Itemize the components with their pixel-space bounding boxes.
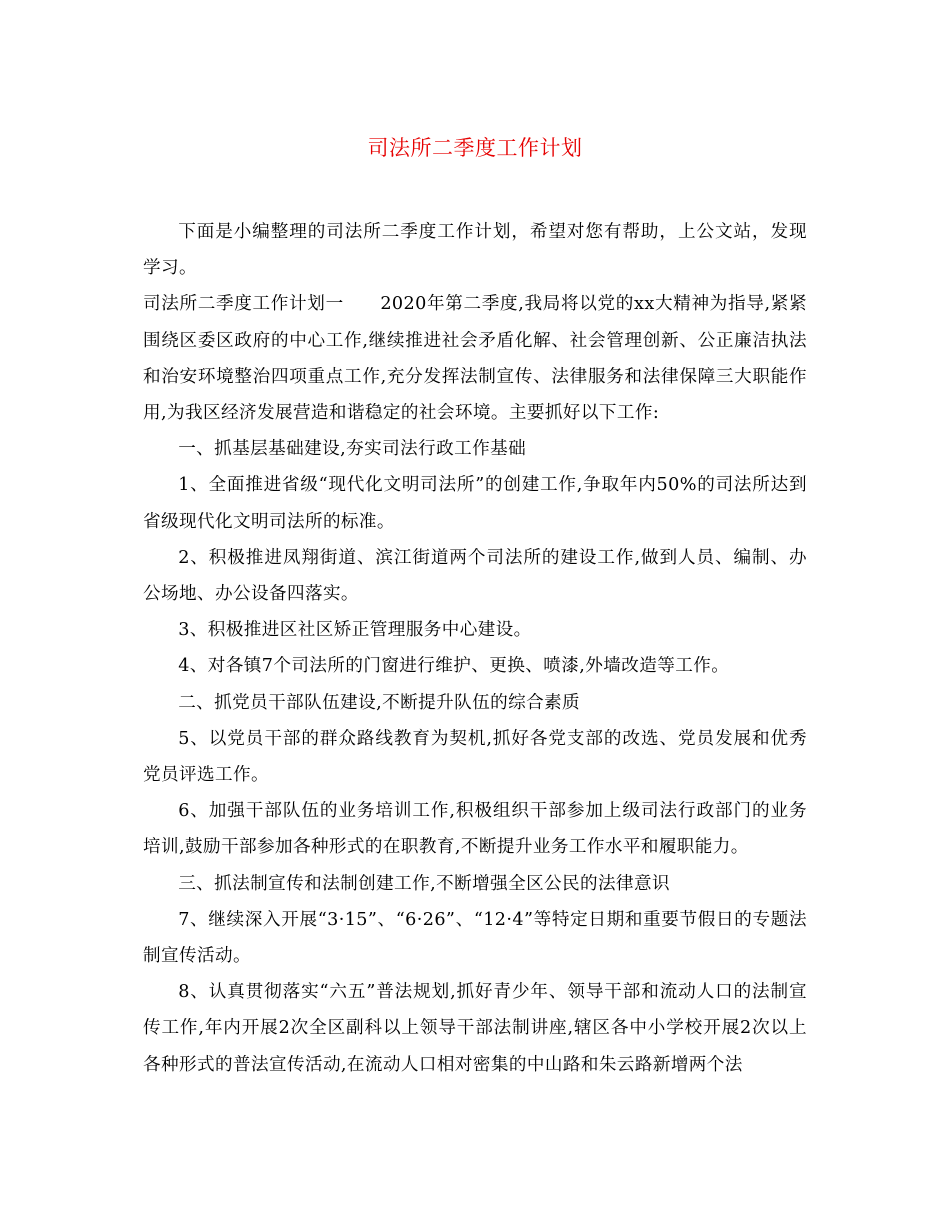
section-heading-1: 一、抓基层基础建设,夯实司法行政工作基础 — [178, 439, 527, 460]
paragraph-plan-overview: 司法所二季度工作计划一 2020年第二季度,我局将以党的xx大精神为指导,紧紧围绕区委区政府的中心工作,继续推进社会矛盾化解、社会管理创新、公正廉洁执法和治安环境整治四项重点工作,充分发挥法制宣传、法律服务和法律保障三大职能作用,为我区经济发展营造和谐稳定的社会环境。主要抓好以下工作: — [143, 294, 807, 424]
list-item-4: 4、对各镇7个司法所的门窗进行维护、更换、喷漆,外墙改造等工作。 — [178, 656, 730, 677]
list-item-2: 2、积极推进凤翔街道、滨江街道两个司法所的建设工作,做到人员、编制、办公场地、办公设备四落实。 — [143, 547, 807, 605]
list-item-3: 3、积极推进区社区矫正管理服务中心建设。 — [178, 620, 532, 641]
list-item-8: 8、认真贯彻落实“六五”普法规划,抓好青少年、领导干部和流动人口的法制宣传工作,年内开展2次全区副科以上领导干部法制讲座,辖区各中小学校开展2次以上各种形式的普法宣传活动,在流动人口相对密集的中山路和朱云路新增两个法 — [143, 982, 807, 1075]
section-heading-3: 三、抓法制宣传和法制创建工作,不断增强全区公民的法律意识 — [178, 873, 671, 894]
list-item-1: 1、全面推进省级“现代化文明司法所”的创建工作,争取年内50%的司法所达到省级现代化文明司法所的标准。 — [143, 475, 807, 532]
list-item-5: 5、以党员干部的群众路线教育为契机,抓好各党支部的改选、党员发展和优秀党员评选工作。 — [143, 728, 807, 786]
section-heading-2: 二、抓党员干部队伍建设,不断提升队伍的综合素质 — [178, 692, 581, 713]
list-item-7: 7、继续深入开展“3·15”、“6·26”、“12·4”等特定日期和重要节假日的专题法制宣传活动。 — [143, 909, 807, 967]
paragraph-intro: 下面是小编整理的司法所二季度工作计划，希望对您有帮助，上公文站，发现学习。 — [143, 222, 807, 279]
document-body — [143, 214, 807, 1083]
document-title: 司法所二季度工作计划 — [367, 136, 583, 160]
list-item-6: 6、加强干部队伍的业务培训工作,积极组织干部参加上级司法行政部门的业务培训,鼓励干部参加各种形式的在职教育,不断提升业务工作水平和履职能力。 — [143, 801, 807, 858]
